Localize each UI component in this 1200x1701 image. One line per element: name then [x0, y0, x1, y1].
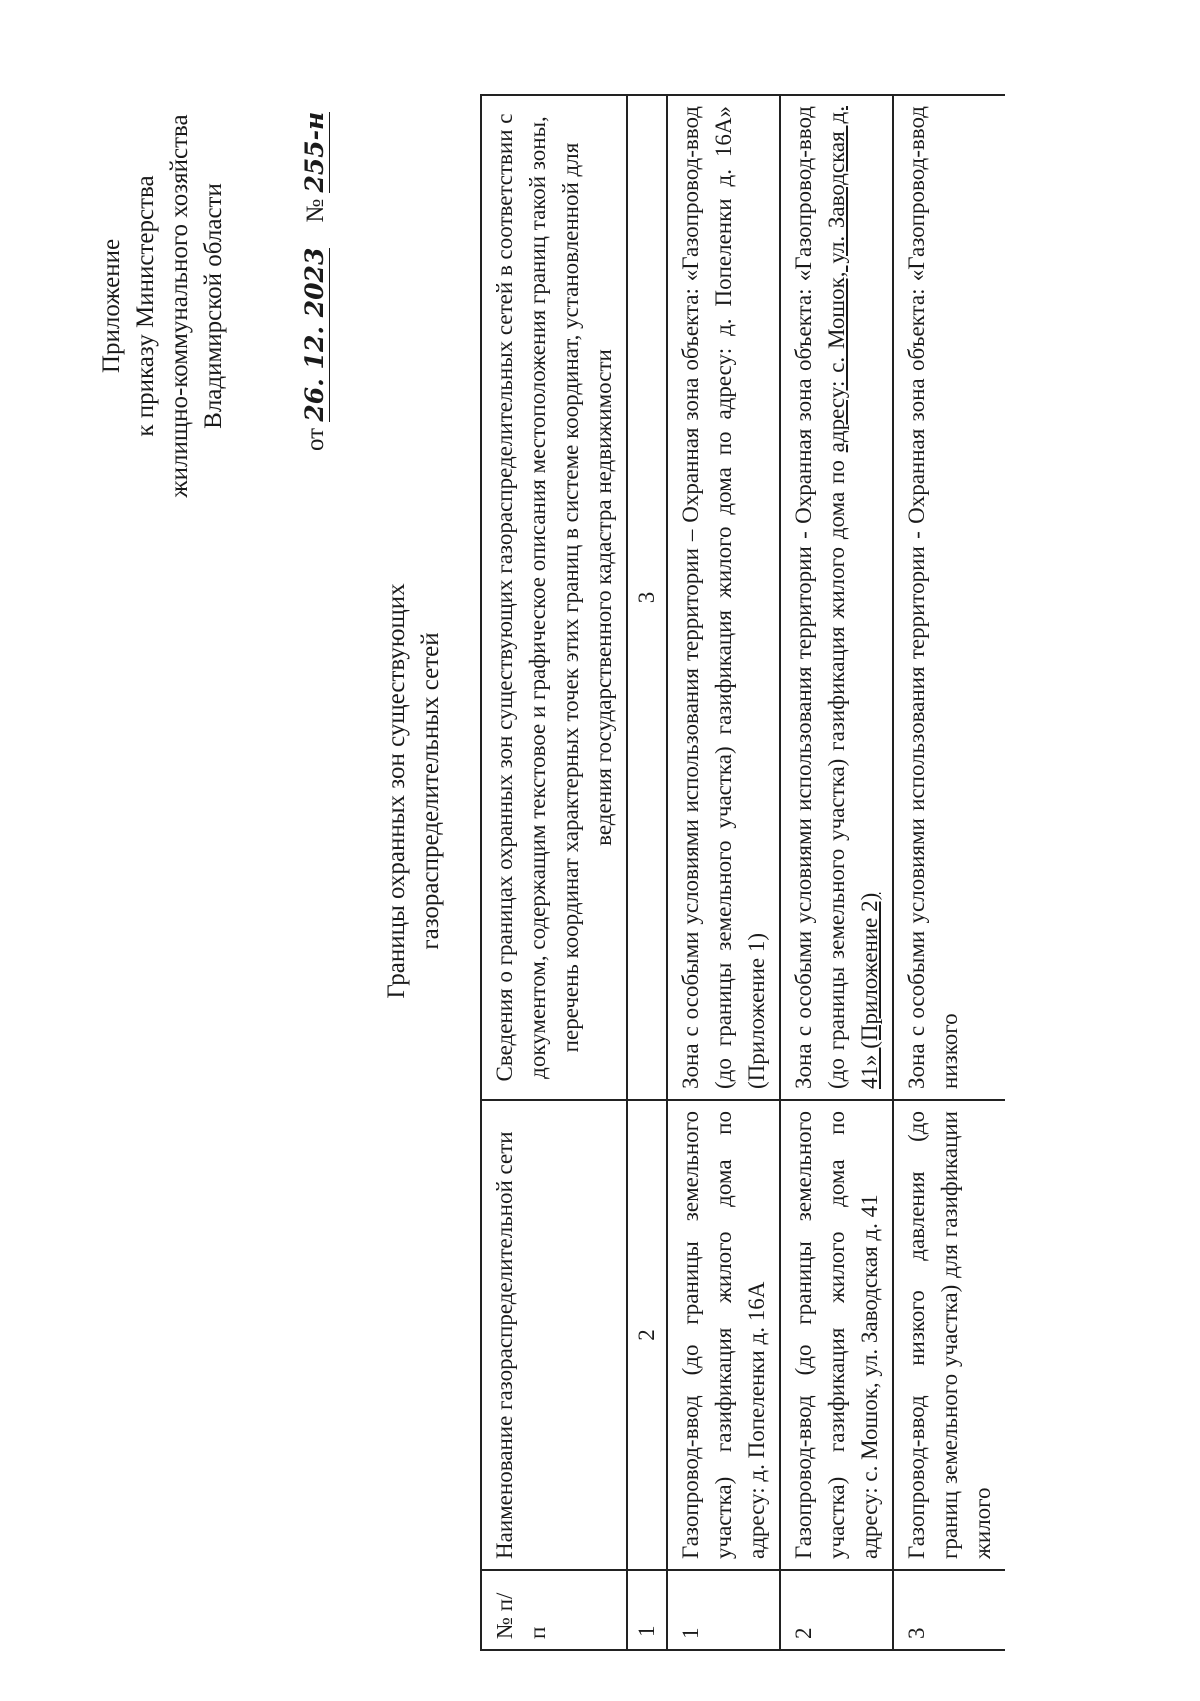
header-line-3: жилищно-коммунального хозяйства — [166, 114, 193, 498]
title-line-1: Границы охранных зон существующих — [383, 583, 410, 999]
order-date: 26. 12. 2023 — [300, 247, 329, 422]
header-line-2: к приказу Министерства — [132, 175, 159, 437]
date-prefix: от — [302, 427, 329, 451]
table-row — [893, 95, 1005, 1650]
row-number: 3 — [893, 1570, 1005, 1650]
column-index-row — [627, 95, 667, 1650]
header-line-1: Приложение — [98, 238, 125, 374]
zone-info — [893, 95, 1005, 1100]
col-header-info: Сведения о границах охранных зон существующих газораспределительных сетей в соответствии с документом, содержащим текстовое и графическое описания местоположения границ такой зоны, перечень координат характерных точек этих границ в системе координат, установленной для ведения государственного кадастра недвижимости — [481, 95, 627, 1100]
zone-info-text: Зона с особыми условиями использования территории - Охранная зона объекта: «Газопровод-ввод (до границы земельного участка) газификация жилого дома по — [791, 106, 849, 1089]
table-row — [780, 95, 893, 1650]
zone-info — [667, 95, 780, 1100]
network-name: Газопровод-ввод (до границы земельного участка) газификация жилого дома по адресу: с. Мошок, ул. Заводская д. 41 — [780, 1100, 893, 1570]
col-header-number: № п/п — [481, 1570, 627, 1650]
zone-info-text: Зона с особыми условиями использования территории – Охранная зона объекта: «Газопровод-ввод (до границы земельного участка) газификация жилого дома по адресу: д. Попеленки д. 16А» (Приложение 1) — [678, 106, 769, 1089]
zones-table — [480, 94, 1005, 1651]
table-row — [667, 95, 780, 1650]
appendix-header — [95, 96, 231, 516]
col-index-3: 3 — [627, 95, 667, 1100]
col-index-2: 2 — [627, 1100, 667, 1570]
row-number: 1 — [667, 1570, 780, 1650]
document-title — [380, 511, 448, 1071]
title-line-2: газораспределительных сетей — [417, 632, 444, 950]
zone-info — [780, 95, 893, 1100]
zone-info-text: Зона с особыми условиями использования территории - Охранная зона объекта: «Газопровод-ввод низкого — [904, 106, 962, 1089]
header-line-4: Владимирской области — [200, 183, 227, 429]
row-number: 2 — [780, 1570, 893, 1650]
number-prefix: № — [302, 198, 329, 223]
network-name: Газопровод-ввод низкого давления (до границ земельного участка) для газификации жилого — [893, 1100, 1005, 1570]
zone-info-underlined: адресу: с. Мошок, ул. Заводская д. 41» (Приложение 2) — [824, 106, 882, 1089]
col-index-1: 1 — [627, 1570, 667, 1650]
order-number: 255-н — [300, 111, 329, 193]
table-header-row — [481, 95, 627, 1650]
network-name: Газопровод-ввод (до границы земельного участка) газификация жилого дома по адресу: д. Попеленки д. 16А — [667, 1100, 780, 1570]
col-header-name: Наименование газораспределительной сети — [481, 1100, 627, 1570]
order-date-line — [300, 112, 330, 451]
